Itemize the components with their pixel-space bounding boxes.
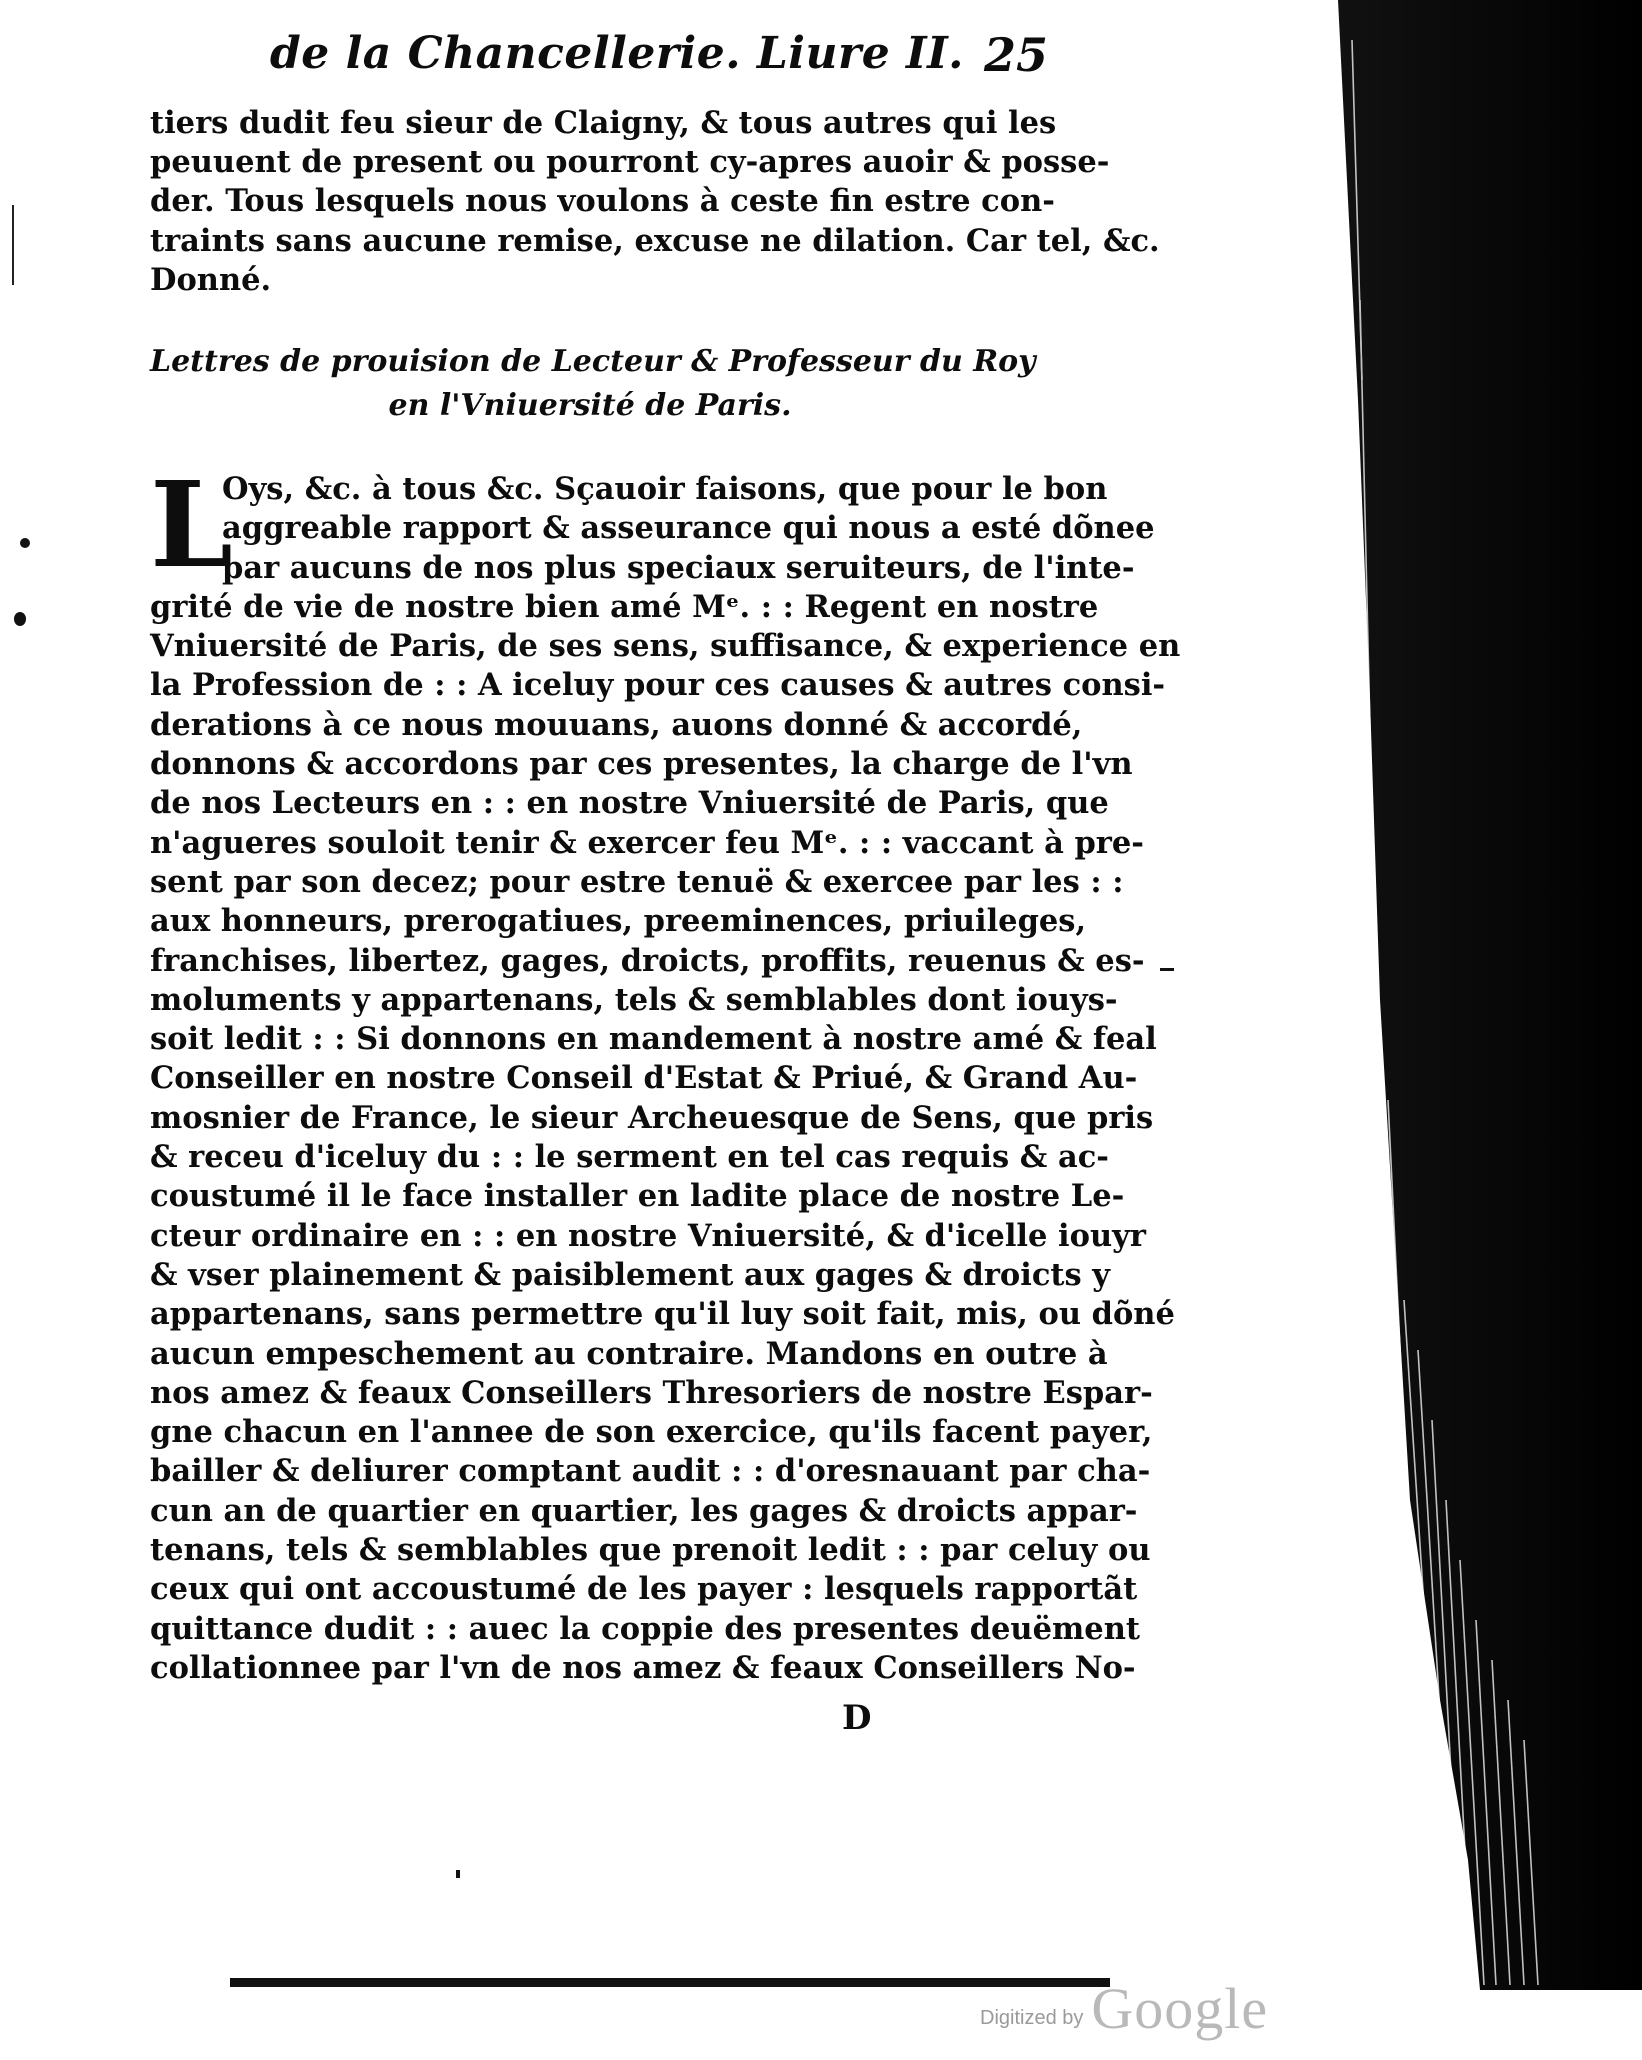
ink-speck [14,612,26,626]
heading-line: en l'Vniuersité de Paris. [388,388,792,423]
text-line: donnons & accordons par ces presentes, la charge de l'vn [150,746,1133,783]
text-line: soit ledit : : Si donnons en mandement à nostre amé & feal [150,1021,1157,1058]
text-line: & vser plainement & paisiblement aux gages & droicts y [150,1256,1111,1293]
text-line: nos amez & feaux Conseillers Thresoriers de nostre Espar- [150,1374,1153,1411]
text-line: tiers dudit feu sieur de Claigny, & tous autres qui les [150,105,1057,141]
main-text [150,455,1181,1688]
section-heading [150,340,1036,428]
text-line: cteur ordinaire en : : en nostre Vniuersité, & d'icelle iouyr [150,1217,1146,1254]
bottom-rule [230,1978,1110,1987]
running-title: de la Chancellerie. Liure II. [270,28,964,79]
text-line: appartenans, sans permettre qu'il luy soit fait, mis, ou dõné [150,1296,1175,1333]
text-line: Vniuersité de Paris, de ses sens, suffisance, & experience en [150,628,1181,665]
text-line: Donné. [150,261,272,298]
text-line: peuuent de present ou pourront cy-apres auoir & posse- [150,144,1110,181]
text-line: tenans, tels & semblables que prenoit ledit : : par celuy ou [150,1532,1151,1569]
watermark-prefix: Digitized by [980,2007,1084,2029]
text-line: gne chacun en l'annee de son exercice, qu'ils facent payer, [150,1414,1153,1451]
text-line: Conseiller en nostre Conseil d'Estat & Priué, & Grand Au- [150,1060,1138,1097]
text-line: grité de vie de nostre bien amé Mᵉ. : : Regent en nostre [150,588,1099,625]
google-logo: Google [1091,1976,1269,2041]
text-line: derations à ce nous mouuans, auons donné & accordé, [150,706,1083,743]
heading-line: Lettres de prouision de Lecteur & Professeur du Roy [150,344,1036,379]
text-line: aggreable rapport & asseurance qui nous a esté dõnee [222,510,1155,547]
page-number: 25 [984,28,1049,82]
page-edge-shadow [1300,0,1642,1990]
ink-speck [456,1870,460,1878]
text-line: de nos Lecteurs en : : en nostre Vniuersité de Paris, que [150,785,1109,822]
text-line: sent par son decez; pour estre tenuë & exercee par les : : [150,863,1124,900]
text-line: n'agueres souloit tenir & exercer feu Mᵉ. : : vaccant à pre- [150,824,1144,861]
text-line: la Profession de : : A iceluy pour ces causes & autres consi- [150,667,1166,704]
text-line: par aucuns de nos plus speciaux seruiteurs, de l'inte- [222,549,1135,586]
text-line: ceux qui ont accoustumé de les payer : lesquels rapportãt [150,1571,1138,1608]
ink-speck [1160,968,1174,971]
text-line: aux honneurs, prerogatiues, preeminences, priuileges, [150,903,1087,940]
text-line: & receu d'iceluy du : : le serment en tel cas requis & ac- [150,1139,1109,1176]
text-line: mosnier de France, le sieur Archeuesque de Sens, que pris [150,1099,1154,1136]
text-line: quittance dudit : : auec la coppie des presentes deuëment [150,1610,1140,1647]
text-line: aucun empeschement au contraire. Mandons en outre à [150,1335,1108,1372]
text-line: cun an de quartier en quartier, les gages & droicts appar- [150,1492,1138,1529]
top-paragraph [150,104,1160,300]
text-line: franchises, libertez, gages, droicts, proffits, reuenus & es- [150,942,1145,979]
drop-cap: L [150,455,233,594]
digitized-watermark [980,1976,1269,2041]
ink-speck [20,538,30,548]
margin-rule [12,205,14,285]
signature-mark: D [842,1698,872,1738]
text-line: collationnee par l'vn de nos amez & feaux Conseillers No- [150,1649,1136,1686]
text-line: traints sans aucune remise, excuse ne dilation. Car tel, &c. [150,222,1160,259]
text-line: Oys, &c. à tous &c. Sçauoir faisons, que pour le bon [222,471,1108,507]
text-line: moluments y appartenans, tels & semblables dont iouys- [150,981,1118,1018]
text-line: der. Tous lesquels nous voulons à ceste fin estre con- [150,183,1055,220]
text-line: bailler & deliurer comptant audit : : d'oresnauant par cha- [150,1453,1151,1490]
text-line: coustumé il le face installer en ladite place de nostre Le- [150,1178,1125,1215]
